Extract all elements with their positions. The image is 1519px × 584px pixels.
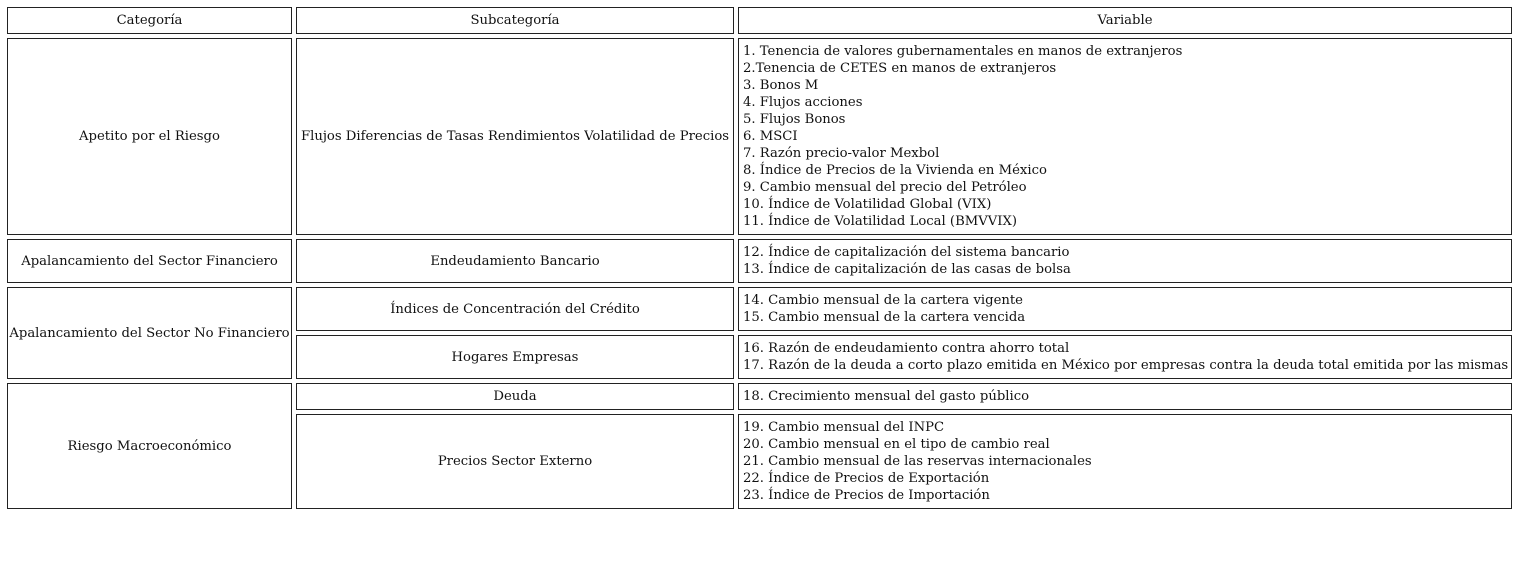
header-subcategoria-label: Subcategoría — [470, 13, 560, 28]
category-cell-macro — [7, 383, 292, 509]
variable-item: 20. Cambio mensual en el tipo de cambio real — [743, 437, 1050, 452]
variable-item: 16. Razón de endeudamiento contra ahorro total — [743, 341, 1070, 356]
category-label: Riesgo Macroeconómico — [67, 438, 232, 454]
category-label: Apalancamiento del Sector No Financiero — [9, 325, 290, 341]
subcategory-label: Endeudamiento Bancario — [430, 253, 600, 269]
subcategory-cell-precios — [296, 414, 734, 509]
variable-item: 14. Cambio mensual de la cartera vigente — [743, 293, 1023, 308]
variable-item: 10. Índice de Volatilidad Global (VIX) — [743, 197, 992, 212]
subcategory-cell-endeudamiento — [296, 239, 734, 283]
variables-cell-deuda — [738, 383, 1512, 410]
subcategory-cell-hogares — [296, 335, 734, 379]
variable-item: 4. Flujos acciones — [743, 95, 863, 110]
category-label: Apetito por el Riesgo — [79, 129, 220, 144]
header-subcategoria — [296, 7, 734, 34]
variable-item: 7. Razón precio-valor Mexbol — [743, 146, 940, 161]
variable-item: 1. Tenencia de valores gubernamentales en manos de extranjeros — [743, 44, 1183, 59]
variables-cell-apal-financiero — [738, 239, 1512, 283]
variable-item: 18. Crecimiento mensual del gasto público — [743, 389, 1030, 404]
variable-item: 3. Bonos M — [743, 78, 819, 93]
category-cell-apal-financiero — [7, 239, 292, 283]
category-label: Apalancamiento del Sector Financiero — [21, 253, 278, 269]
variable-item: 8. Índice de Precios de la Vivienda en México — [743, 163, 1047, 178]
header-variable-label: Variable — [1097, 13, 1153, 28]
variable-item: 15. Cambio mensual de la cartera vencida — [743, 310, 1026, 325]
header-variable — [738, 7, 1512, 34]
variables-cell-credito — [738, 287, 1512, 331]
variable-item: 12. Índice de capitalización del sistema bancario — [743, 245, 1070, 260]
variable-item: 17. Razón de la deuda a corto plazo emitida en México por empresas contra la deuda total emitida por las mismas — [743, 358, 1509, 373]
subcategory-label: Hogares Empresas — [451, 349, 579, 365]
subcategory-cell-apetito — [296, 38, 734, 235]
header-categoria-label: Categoría — [116, 13, 183, 28]
category-cell-apal-no-financiero — [7, 287, 292, 379]
variable-item: 21. Cambio mensual de las reservas internacionales — [743, 454, 1092, 469]
subcategory-cell-credito — [296, 287, 734, 331]
variable-item: 23. Índice de Precios de Importación — [743, 488, 990, 503]
variables-cell-precios — [738, 414, 1512, 509]
variable-item: 2.Tenencia de CETES en manos de extranjeros — [743, 61, 1057, 76]
subcategory-label: Flujos Diferencias de Tasas Rendimientos Volatilidad de Precios — [300, 129, 730, 144]
variables-cell-hogares — [738, 335, 1512, 379]
subcategory-label: Índices de Concentración del Crédito — [390, 301, 640, 317]
variables-cell-apetito — [738, 38, 1512, 235]
header-categoria — [7, 7, 292, 34]
variable-item: 6. MSCI — [743, 129, 798, 144]
variable-item: 9. Cambio mensual del precio del Petróleo — [743, 180, 1027, 195]
variable-item: 22. Índice de Precios de Exportación — [743, 471, 990, 486]
variable-item: 13. Índice de capitalización de las casas de bolsa — [743, 262, 1071, 277]
subcategory-cell-deuda — [296, 383, 734, 410]
subcategory-label: Precios Sector Externo — [437, 454, 593, 469]
variable-item: 11. Índice de Volatilidad Local (BMVVIX) — [743, 214, 1018, 229]
subcategory-label: Deuda — [493, 389, 537, 404]
variable-item: 5. Flujos Bonos — [743, 112, 846, 127]
category-cell-apetito — [7, 38, 292, 235]
variable-item: 19. Cambio mensual del INPC — [743, 420, 945, 435]
